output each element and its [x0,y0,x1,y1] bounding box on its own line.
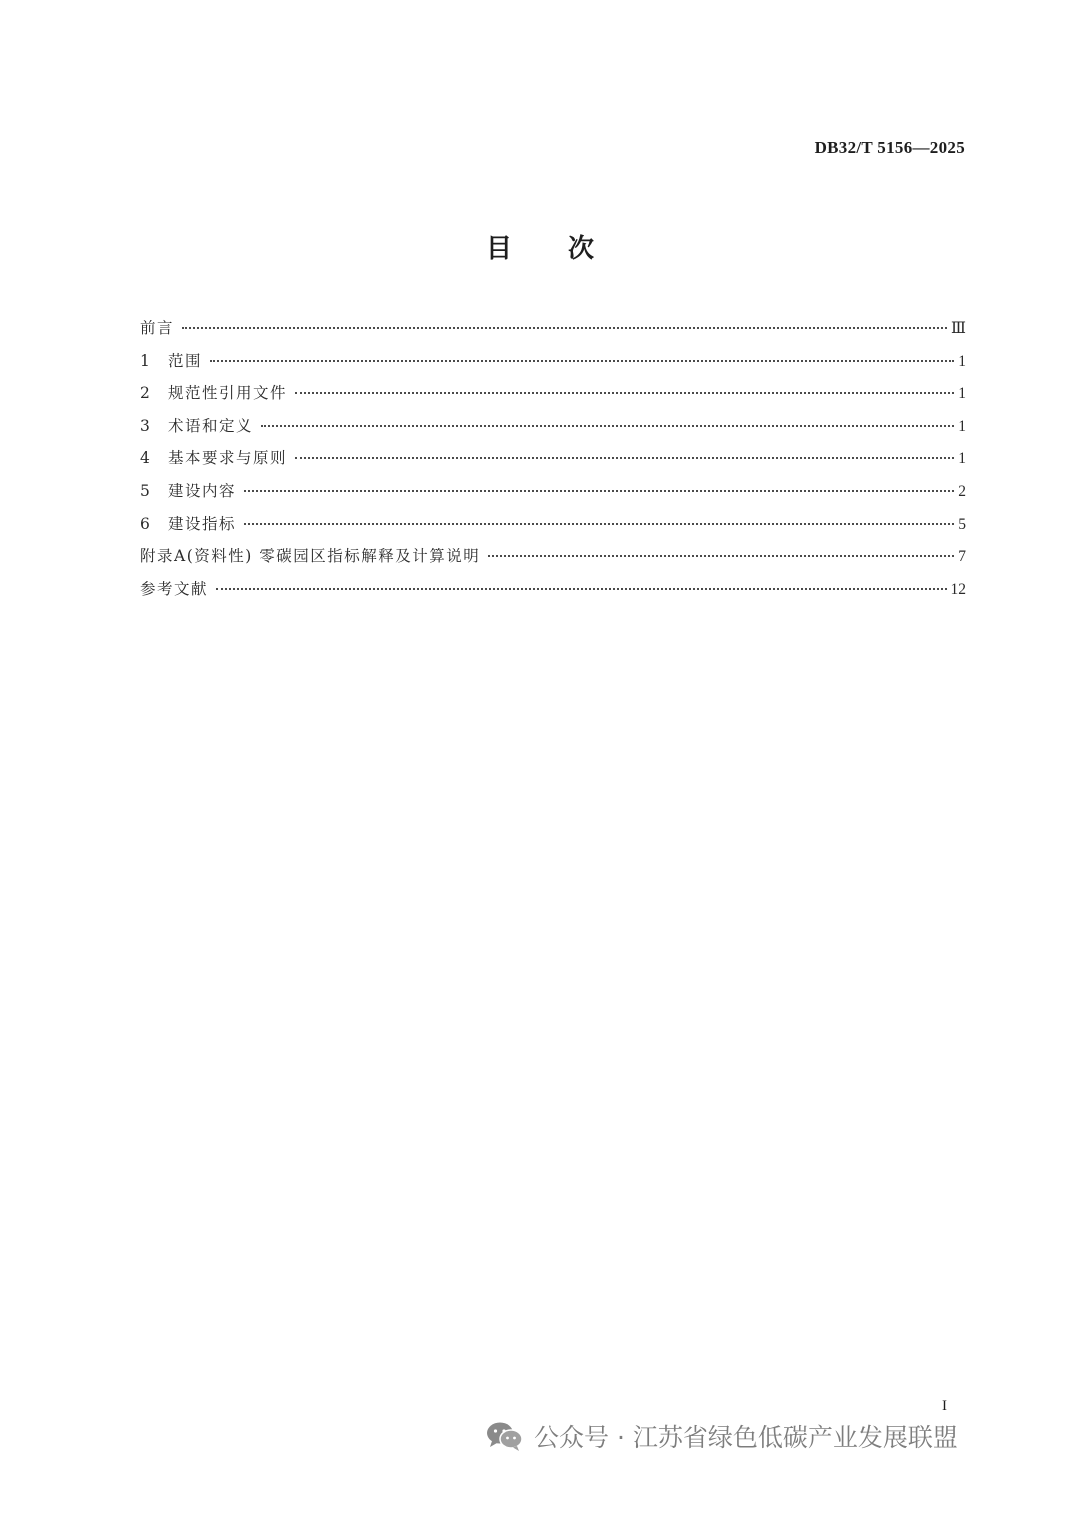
toc-entry-label: 范围 [168,351,203,370]
toc-entry-normative-references[interactable] [140,381,966,414]
toc-entry-foreword[interactable] [140,316,966,349]
wechat-icon [486,1420,524,1452]
toc-entry-page: Ⅲ [951,320,966,337]
dot-leader [244,523,954,525]
toc-entry-page: 2 [958,482,966,500]
dot-leader [216,588,946,590]
toc-entry-terms[interactable] [140,414,966,447]
toc-entry-page: 1 [958,352,966,370]
watermark-text: 公众号 · 江苏省绿色低碳产业发展联盟 [534,1423,958,1452]
page-number: I [942,1398,947,1414]
toc-entry-page: 7 [958,548,966,566]
document-code: DB32/T 5156—2025 [814,138,965,157]
toc-entry-bibliography[interactable] [140,577,966,610]
table-of-contents [140,316,966,609]
toc-entry-label: 附录A(资料性) 零碳园区指标解释及计算说明 [140,547,481,566]
toc-entry-label: 前言 [140,319,175,337]
toc-entry-page: 1 [958,450,966,468]
toc-entry-label: 基本要求与原则 [168,449,288,468]
dot-leader [182,327,947,329]
toc-entry-number: 2 [140,384,150,403]
toc-entry-scope[interactable] [140,349,966,382]
dot-leader [261,425,954,427]
toc-entry-number: 1 [140,351,150,370]
toc-entry-number: 4 [140,449,150,468]
toc-entry-label: 建设内容 [168,481,237,500]
toc-entry-construction-indicators[interactable] [140,512,966,545]
dot-leader [295,457,954,459]
toc-entry-number: 5 [140,481,150,500]
toc-entry-label: 参考文献 [140,579,209,598]
toc-entry-page: 12 [950,580,966,598]
dot-leader [244,490,954,492]
watermark [486,1418,958,1454]
toc-entry-page: 1 [958,417,966,435]
dot-leader [295,392,954,394]
toc-entry-label: 术语和定义 [168,416,254,435]
toc-entry-number: 3 [140,416,150,435]
dot-leader [488,555,954,557]
toc-entry-label: 建设指标 [168,514,237,533]
toc-entry-construction-content[interactable] [140,479,966,512]
dot-leader [210,360,954,362]
toc-entry-page: 1 [958,385,966,403]
toc-entry-label: 规范性引用文件 [168,384,288,403]
toc-title: 目次 [485,234,650,264]
toc-entry-page: 5 [958,515,966,533]
toc-entry-requirements[interactable] [140,446,966,479]
toc-entry-number: 6 [140,514,150,533]
toc-entry-appendix-a[interactable] [140,544,966,577]
